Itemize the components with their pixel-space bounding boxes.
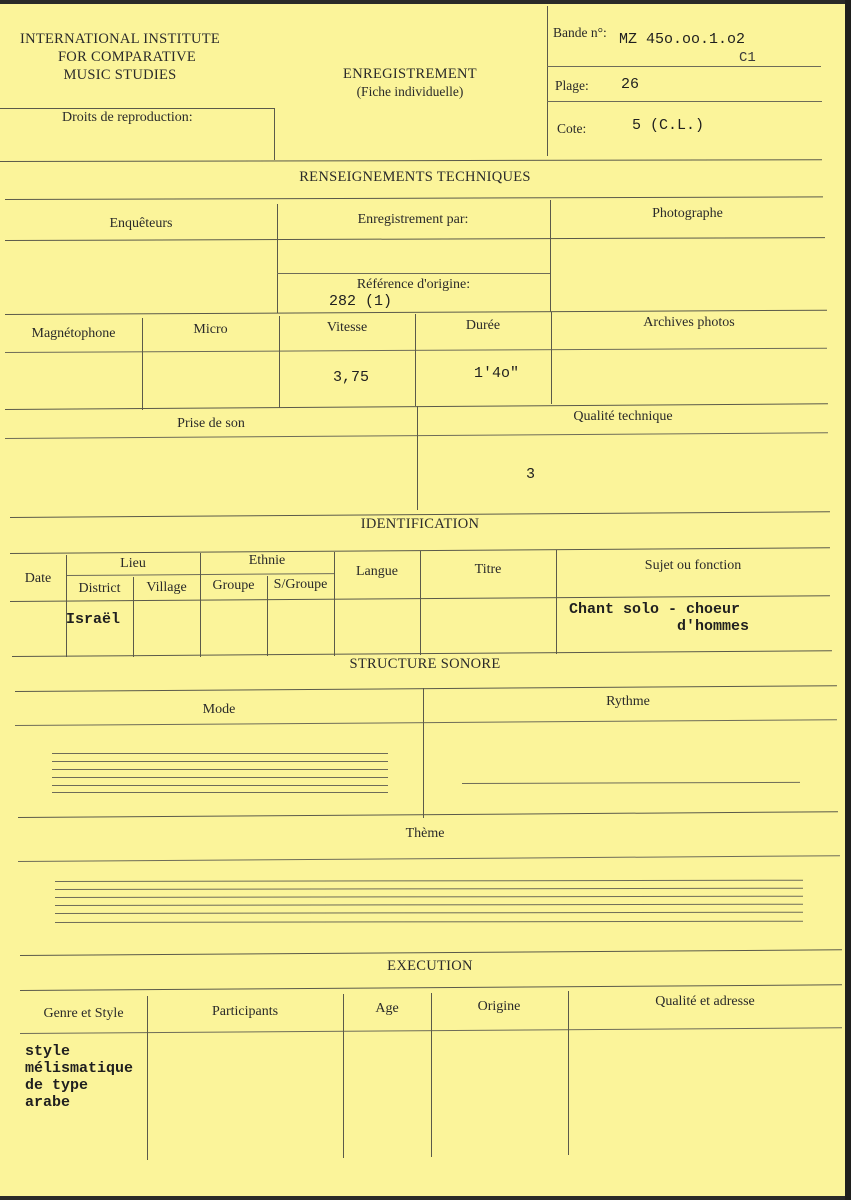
reference-top-rule <box>277 273 550 274</box>
theme-staff-line <box>55 896 803 898</box>
archives-photos-label: Archives photos <box>643 315 735 330</box>
enqueteurs-label: Enquêteurs <box>109 216 173 231</box>
genre-value-line2: mélismatique <box>25 1060 134 1077</box>
vitesse-left-rule <box>279 316 280 408</box>
reference-value: 282 (1) <box>329 293 393 310</box>
lieu-right-rule <box>200 553 201 657</box>
mode-staff-line <box>52 769 388 770</box>
cote-value: 5 (C.L.) <box>632 117 705 134</box>
droits-label: Droits de reproduction: <box>62 110 193 125</box>
date-label: Date <box>24 571 52 586</box>
bande-underline <box>547 66 821 67</box>
age-right-rule <box>431 993 432 1157</box>
participants-right-rule <box>343 994 344 1158</box>
langue-label: Langue <box>356 564 398 579</box>
plage-value: 26 <box>621 76 640 93</box>
mode-staff-line <box>52 785 388 786</box>
vitesse-value: 3,75 <box>333 369 370 386</box>
theme-staff-line <box>55 921 803 923</box>
enregistrement-par-label: Enregistrement par: <box>357 212 469 227</box>
bande-label: Bande n°: <box>553 25 607 40</box>
duree-left-rule <box>415 314 416 406</box>
vitesse-label: Vitesse <box>326 320 368 335</box>
theme-staff-line <box>55 912 803 914</box>
qualite-technique-label: Qualité technique <box>573 409 673 424</box>
structure-section-end-rule <box>20 949 842 956</box>
genre-value-line1: style <box>25 1043 71 1060</box>
theme-staff-line <box>55 888 803 890</box>
micro-label: Micro <box>193 322 228 337</box>
technique-section-title: RENSEIGNEMENTS TECHNIQUES <box>299 169 531 185</box>
plage-underline <box>547 101 822 102</box>
cote-label: Cote: <box>557 121 587 136</box>
date-right-rule <box>66 555 67 657</box>
genre-value-line3: de type <box>25 1077 89 1094</box>
theme-label: Thème <box>405 826 445 841</box>
qualite-adresse-label: Qualité et adresse <box>655 994 755 1009</box>
theme-header-rule <box>18 855 840 862</box>
record-card <box>0 4 851 1196</box>
header-divider <box>547 6 548 156</box>
enqueteurs-right-rule <box>277 204 278 313</box>
bande-value: MZ 45o.oo.1.o2 <box>619 31 746 48</box>
mode-staff-line <box>52 777 388 778</box>
mode-staff-line <box>52 792 388 793</box>
origine-right-rule <box>568 991 569 1155</box>
duree-value: 1'4o" <box>474 365 520 382</box>
technique-header-rule <box>5 237 825 241</box>
titre-label: Titre <box>474 562 502 577</box>
photographe-left-rule <box>550 200 551 312</box>
form-title: ENREGISTREMENT <box>343 66 477 82</box>
groupe-label: Groupe <box>212 578 255 593</box>
archives-left-rule <box>551 312 552 404</box>
district-label: District <box>78 581 121 596</box>
district-value: Israël <box>66 611 121 628</box>
mode-rythme-divider <box>423 688 424 818</box>
mode-staff-line <box>52 753 388 754</box>
theme-staff-line <box>55 904 803 906</box>
langue-right-rule <box>420 551 421 655</box>
genre-value-line4: arabe <box>25 1094 71 1111</box>
sujet-fonction-label: Sujet ou fonction <box>644 558 742 573</box>
duree-label: Durée <box>465 318 501 333</box>
rythme-line <box>462 782 800 784</box>
structure-title-rule <box>15 685 837 692</box>
village-label: Village <box>146 580 187 595</box>
district-right-rule <box>133 577 134 657</box>
micro-left-rule <box>142 318 143 410</box>
prise-qualite-divider <box>417 406 418 510</box>
rythme-label: Rythme <box>606 694 650 709</box>
titre-right-rule <box>556 550 557 654</box>
execution-title-rule <box>20 984 842 991</box>
form-subtitle: (Fiche individuelle) <box>356 84 464 99</box>
prise-de-son-label: Prise de son <box>177 416 245 431</box>
structure-header-rule <box>15 719 837 726</box>
execution-section-title: EXECUTION <box>387 958 473 974</box>
photographe-label: Photographe <box>652 206 723 221</box>
institute-name-line3: MUSIC STUDIES <box>63 67 177 83</box>
participants-label: Participants <box>211 1004 279 1019</box>
structure-bottom-rule <box>18 811 838 818</box>
institute-name-line2: FOR COMPARATIVE <box>57 49 197 65</box>
reference-label: Référence d'origine: <box>356 277 471 292</box>
origine-label: Origine <box>477 999 521 1014</box>
mode-staff-line <box>52 761 388 762</box>
genre-right-rule <box>147 996 148 1160</box>
genre-style-label: Genre et Style <box>43 1006 124 1021</box>
bande-note: C1 <box>739 50 756 66</box>
structure-section-title: STRUCTURE SONORE <box>349 656 501 672</box>
header-bottom-rule <box>0 159 822 162</box>
sgroupe-label: S/Groupe <box>273 577 328 592</box>
sujet-value-line1: Chant solo - choeur <box>569 601 741 618</box>
magnetophone-label: Magnétophone <box>31 326 116 341</box>
qualite-technique-value: 3 <box>526 466 536 483</box>
mode-label: Mode <box>202 702 236 717</box>
lieu-label: Lieu <box>120 556 146 571</box>
sujet-value-line2: d'hommes <box>677 618 750 635</box>
identification-section-title: IDENTIFICATION <box>360 516 480 532</box>
technique-title-rule <box>5 196 823 200</box>
scan-edge <box>845 0 851 1200</box>
droits-box-top-rule <box>0 108 274 109</box>
droits-box-right-rule <box>274 108 275 160</box>
ethnie-right-rule <box>334 552 335 656</box>
groupe-right-rule <box>267 576 268 656</box>
theme-staff-line <box>55 880 803 882</box>
plage-label: Plage: <box>555 78 589 93</box>
institute-name-line1: INTERNATIONAL INSTITUTE <box>19 31 221 47</box>
ethnie-label: Ethnie <box>248 553 286 568</box>
age-label: Age <box>375 1001 399 1016</box>
